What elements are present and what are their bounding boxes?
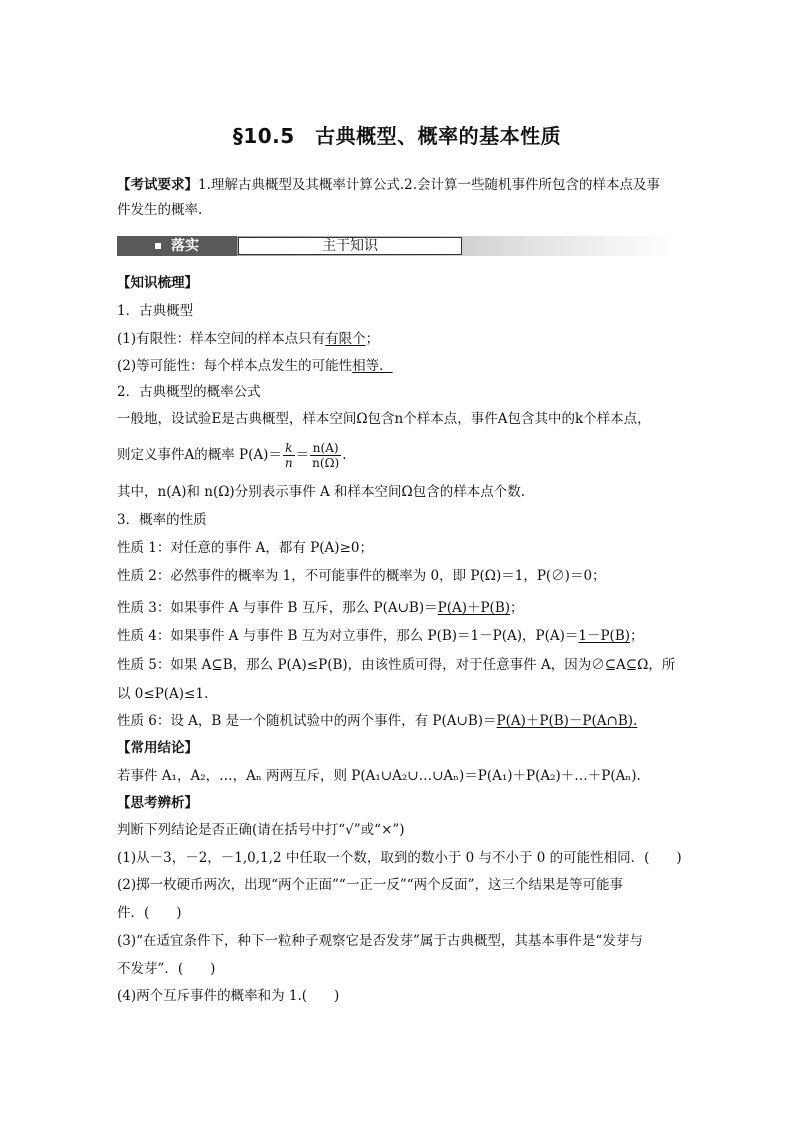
question-1: (1)从－3，－2，－1,0,1,2 中任取一个数，取到的数小于 0 与不小于 0 的可能性相同．( )	[117, 850, 682, 866]
underlined-answer: P(A)＋P(B)	[437, 600, 511, 616]
thinking-intro: 判断下列结论是否正确(请在括号中打“√”或“×”)	[117, 822, 405, 838]
banner-right-tab: 主干知识	[238, 237, 462, 255]
conclusion-text: 若事件 A₁，A₂，…，Aₙ 两两互斥，则 P(A₁∪A₂∪…∪Aₙ)＝P(A₁)＋P(A₂)＋…＋P(Aₙ).	[117, 768, 641, 784]
text: 则定义事件A的概率 P(A)＝	[117, 447, 282, 463]
text: ；	[510, 600, 524, 616]
text: 性质 6：设 A，B 是一个随机试验中的两个事件，有 P(A∪B)＝	[117, 713, 497, 729]
question-3-line-1: (3)“在适宜条件下，种下一粒种子观察它是否发芽”属于古典概型，其基本事件是“发芽与	[117, 933, 643, 949]
page-title: §10.5 古典概型、概率的基本性质	[232, 124, 562, 148]
text: ；	[630, 628, 644, 644]
question-2-line-2: 件．( )	[117, 905, 182, 921]
exam-requirements-tag: 【考试要求】	[117, 177, 198, 193]
knowledge-heading: 【知识梳理】	[117, 275, 198, 291]
exam-requirements-line-2: 件发生的概率.	[117, 202, 203, 218]
section-1-item-1	[117, 329, 379, 349]
thinking-heading: 【思考辨析】	[117, 795, 198, 811]
text: ；	[365, 331, 380, 347]
property-4	[117, 626, 644, 646]
section-2-para-1: 一般地，设试验E是古典概型，样本空间Ω包含n个样本点，事件A包含其中的k个样本点，	[117, 411, 651, 427]
text: .	[342, 447, 347, 463]
property-5-line-1: 性质 5：如果 A⊆B，那么 P(A)≤P(B)，由该性质可得，对于任意事件 A，因为∅⊆A⊆Ω，所	[117, 657, 676, 673]
underlined-answer: 有限个	[325, 331, 366, 347]
property-1: 性质 1：对任意的事件 A，都有 P(A)≥0；	[117, 540, 373, 556]
property-6	[117, 711, 637, 731]
property-3	[117, 598, 524, 618]
text: (2)等可能性：每个样本点发生的可能性	[117, 358, 353, 374]
conclusion-heading: 【常用结论】	[117, 740, 198, 756]
property-2: 性质 2：必然事件的概率为 1，不可能事件的概率为 0，即 P(Ω)＝1，P(∅)＝0；	[117, 568, 606, 584]
section-1-title: 1．古典概型	[117, 303, 194, 319]
section-banner	[117, 236, 677, 256]
text: 性质 4：如果事件 A 与事件 B 互为对立事件，那么 P(B)＝1－P(A)，P(A)＝	[117, 628, 579, 644]
denominator: n	[284, 456, 293, 470]
equals-sign: ＝	[295, 447, 310, 463]
numerator: k	[283, 441, 295, 456]
banner-left-label: 落实	[171, 238, 199, 254]
exam-requirements-line-1	[117, 175, 660, 195]
section-2-para-3: 其中，n(A)和 n(Ω)分别表示事件 A 和样本空间Ω包含的样本点个数.	[117, 484, 526, 500]
section-3-title: 3．概率的性质	[117, 512, 207, 528]
question-3-line-2: 不发芽”．( )	[117, 961, 216, 977]
underlined-answer: P(A)＋P(B)－P(A∩B).	[496, 713, 638, 729]
text: (1)有限性：样本空间的样本点只有	[117, 331, 326, 347]
banner-left-tab	[117, 236, 237, 256]
bullet-icon	[155, 243, 161, 249]
question-4: (4)两个互斥事件的概率和为 1.( )	[117, 988, 340, 1004]
fraction-nA-over-nOmega	[310, 441, 341, 470]
underlined-answer: 相等．	[352, 358, 393, 374]
property-5-line-2: 以 0≤P(A)≤1.	[117, 686, 209, 702]
denominator: n(Ω)	[312, 456, 340, 470]
fraction-k-over-n	[283, 441, 295, 470]
text: 性质 3：如果事件 A 与事件 B 互斥，那么 P(A∪B)＝	[117, 600, 438, 616]
numerator: n(A)	[310, 441, 341, 456]
section-2-formula-line	[117, 438, 347, 472]
exam-requirements-text-1: 1.理解古典概型及其概率计算公式.2.会计算一些随机事件所包含的样本点及事	[198, 177, 661, 193]
section-2-title: 2．古典概型的概率公式	[117, 384, 261, 400]
section-1-item-2	[117, 356, 393, 376]
underlined-answer: 1－P(B)	[578, 628, 631, 644]
question-2-line-1: (2)掷一枚硬币两次，出现“两个正面”“一正一反”“两个反面”，这三个结果是等可能事	[117, 877, 624, 893]
